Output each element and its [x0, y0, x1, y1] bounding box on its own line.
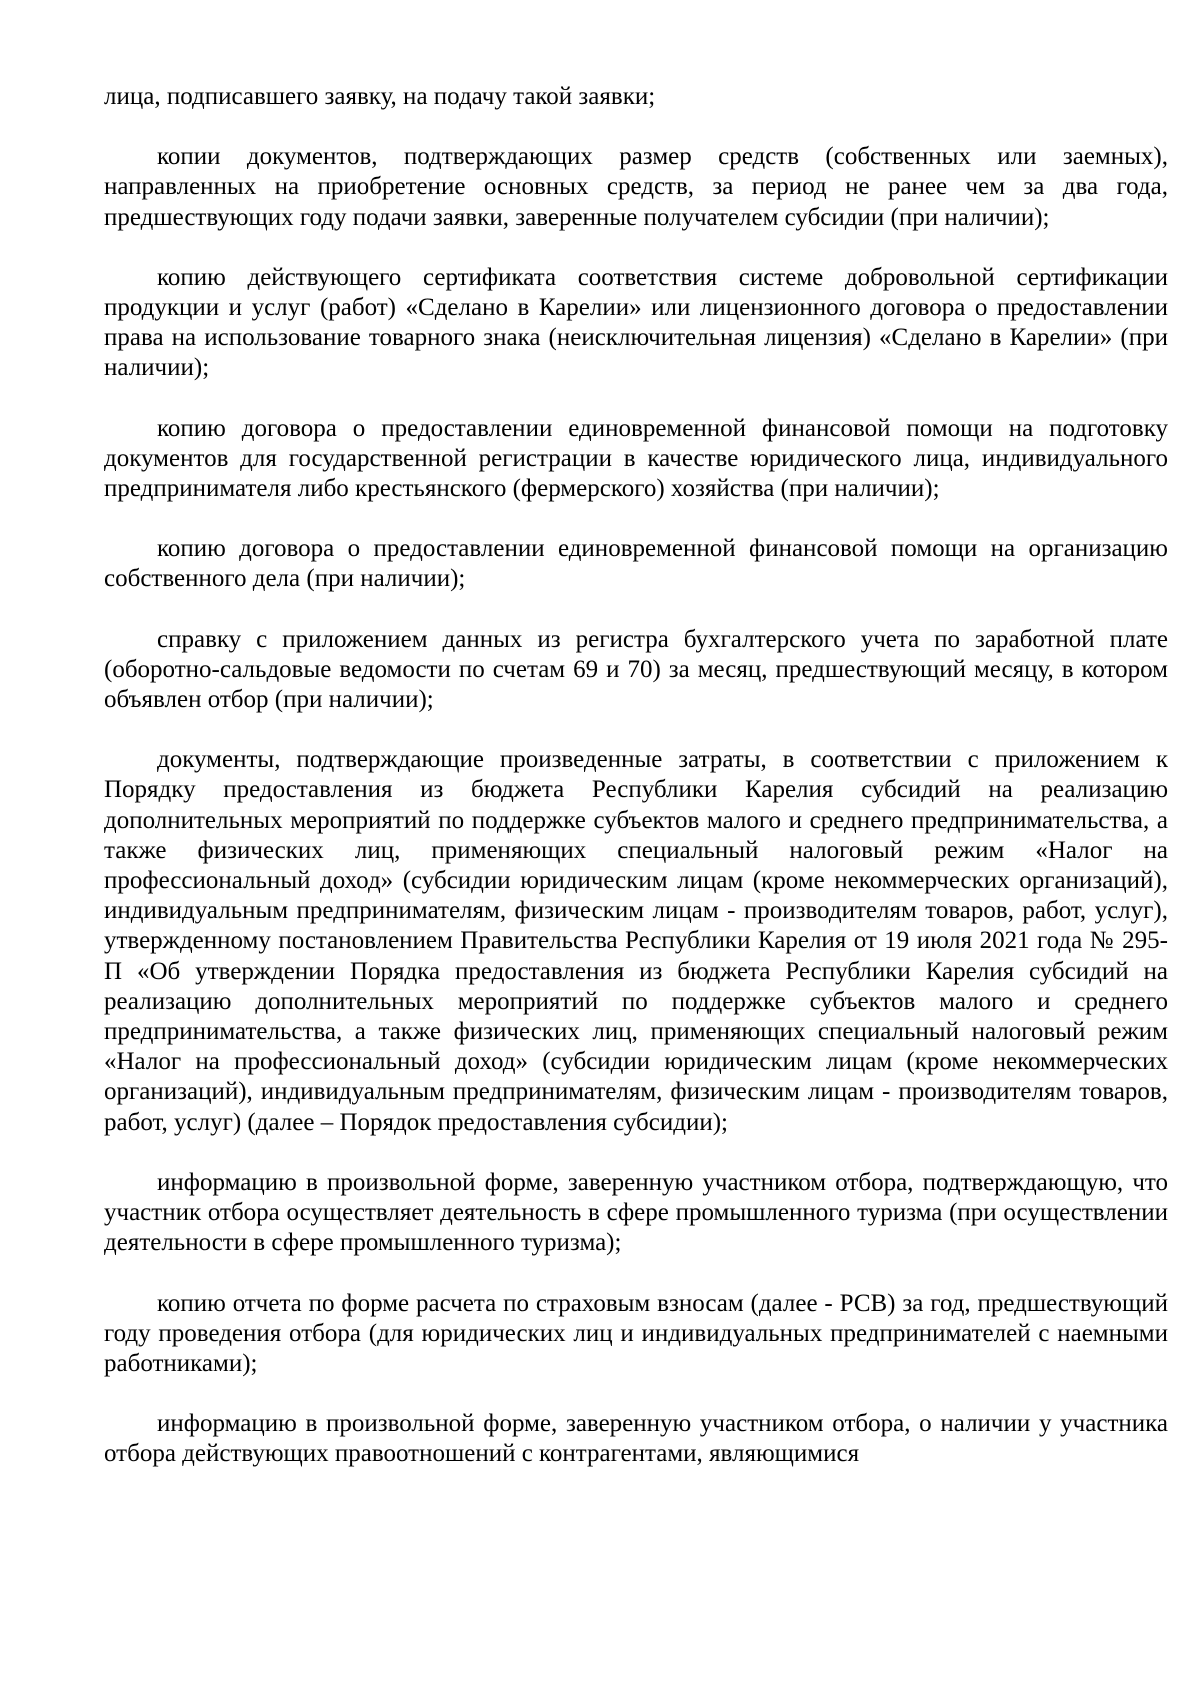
paragraph-industrial-tourism-info: информацию в произвольной форме, заверенную участником отбора, подтверждающую, что участник отбора осуществляет деятельность в сфере промышленного туризма (при осуществлении деятельности в сфере промышленного туризма);	[104, 1168, 1168, 1257]
document-page	[104, 82, 1168, 1470]
paragraph-payroll-certificate: справку с приложением данных из регистра бухгалтерского учета по заработной плате (оборотно-сальдовые ведомости по счетам 69 и 70) за месяц, предшествующий месяцу, в котором объявлен отбор (при наличии);	[104, 625, 1168, 714]
paragraph-contractor-relations-info: информацию в произвольной форме, заверенную участником отбора, о наличии у участника отбора действующих правоотношений с контрагентами, являющимися	[104, 1410, 1168, 1468]
paragraph-business-aid-contract: копию договора о предоставлении единовременной финансовой помощи на организацию собственного дела (при наличии);	[104, 535, 1168, 593]
paragraph-registration-aid-contract: копию договора о предоставлении единовременной финансовой помощи на подготовку документов для государственной регистрации в качестве юридического лица, индивидуального предпринимателя либо крестьянского (фермерского) хозяйства (при наличии);	[104, 414, 1168, 503]
paragraph-certificate-copy: копию действующего сертификата соответствия системе добровольной сертификации продукции и услуг (работ) «Сделано в Карелии» или лицензионного договора о предоставлении права на использование товарного знака (неисключительная лицензия) «Сделано в Карелии» (при наличии);	[104, 263, 1168, 382]
paragraph-continuation: лица, подписавшего заявку, на подачу такой заявки;	[104, 83, 656, 110]
paragraph-asset-funds-copies: копии документов, подтверждающих размер средств (собственных или заемных), направленных на приобретение основных средств, за период не ранее чем за два года, предшествующих году подачи заявки, заверенные получателем субсидии (при наличии);	[104, 143, 1168, 231]
paragraph-expense-documents: документы, подтверждающие произведенные затраты, в соответствии с приложением к Порядку предоставления из бюджета Республики Карелия субсидий на реализацию дополнительных мероприятий по поддержке субъектов малого и среднего предпринимательства, а также физических лиц, применяющих специальный налоговый режим «Налог на профессиональный доход» (субсидии юридическим лицам (кроме некоммерческих организаций), индивидуальным предпринимателям, физическим лицам - производителям товаров, работ, услуг), утвержденному постановлением Правительства Республики Карелия от 19 июля 2021 года № 295-П «Об утверждении Порядка предоставления из бюджета Республики Карелия субсидий на реализацию дополнительных мероприятий по поддержке субъектов малого и среднего предпринимательства, а также физических лиц, применяющих специальный налоговый режим «Налог на профессиональный доход» (субсидии юридическим лицам (кроме некоммерческих организаций), индивидуальным предпринимателям, физическим лицам - производителям товаров, работ, услуг) (далее – Порядок предоставления субсидии);	[104, 746, 1168, 1136]
paragraph-rsv-report-copy: копию отчета по форме расчета по страховым взносам (далее - РСВ) за год, предшествующий году проведения отбора (для юридических лиц и индивидуальных предпринимателей с наемными работниками);	[104, 1289, 1168, 1377]
